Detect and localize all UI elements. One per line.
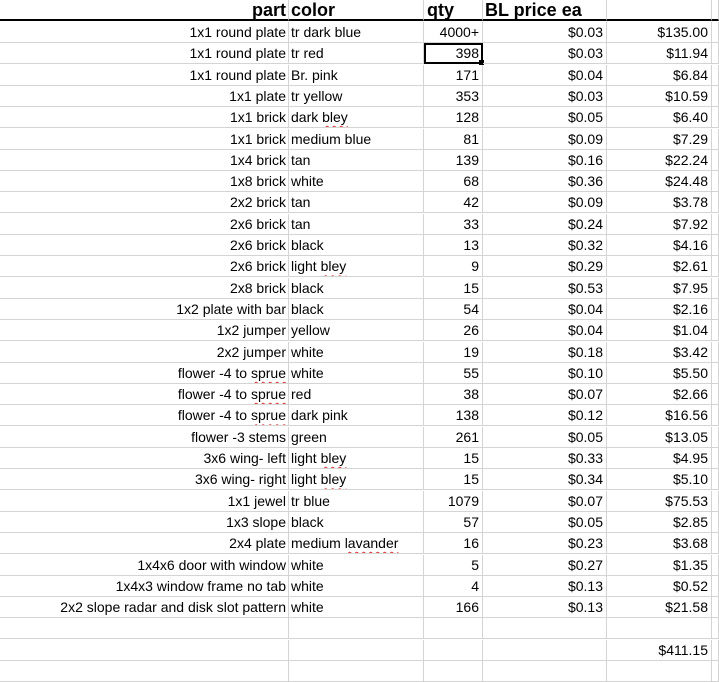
color-cell[interactable]: black bbox=[289, 235, 424, 256]
qty-cell[interactable]: 13 bbox=[424, 235, 483, 256]
price-cell[interactable]: $0.05 bbox=[483, 107, 607, 128]
color-cell[interactable]: tr yellow bbox=[289, 86, 424, 107]
total-cell[interactable]: $2.16 bbox=[607, 299, 712, 320]
price-cell[interactable]: $0.36 bbox=[483, 171, 607, 192]
qty-cell[interactable] bbox=[424, 661, 483, 682]
price-cell[interactable]: $0.05 bbox=[483, 427, 607, 448]
total-cell[interactable]: $3.42 bbox=[607, 342, 712, 363]
part-cell[interactable] bbox=[0, 618, 289, 639]
part-cell[interactable]: 1x4x6 door with window bbox=[0, 555, 289, 576]
part-cell[interactable]: 2x8 brick bbox=[0, 278, 289, 299]
extra-cell[interactable] bbox=[712, 320, 719, 341]
total-cell[interactable]: $3.78 bbox=[607, 192, 712, 213]
qty-cell[interactable]: 19 bbox=[424, 342, 483, 363]
qty-cell[interactable]: 57 bbox=[424, 512, 483, 533]
qty-cell[interactable]: 4000+ bbox=[424, 22, 483, 43]
price-cell[interactable]: $0.03 bbox=[483, 43, 607, 64]
color-cell[interactable]: white bbox=[289, 576, 424, 597]
total-cell[interactable]: $1.04 bbox=[607, 320, 712, 341]
extra-cell[interactable] bbox=[712, 86, 719, 107]
price-cell[interactable]: $0.09 bbox=[483, 192, 607, 213]
part-cell[interactable]: flower -4 to sprue bbox=[0, 405, 289, 426]
color-cell[interactable]: tan bbox=[289, 150, 424, 171]
total-cell[interactable]: $7.29 bbox=[607, 129, 712, 150]
qty-cell[interactable]: 128 bbox=[424, 107, 483, 128]
price-cell[interactable]: $0.07 bbox=[483, 384, 607, 405]
total-cell[interactable]: $2.66 bbox=[607, 384, 712, 405]
total-cell[interactable]: $5.10 bbox=[607, 469, 712, 490]
color-cell[interactable]: green bbox=[289, 427, 424, 448]
total-cell[interactable]: $22.24 bbox=[607, 150, 712, 171]
qty-cell[interactable]: 4 bbox=[424, 576, 483, 597]
color-cell[interactable]: red bbox=[289, 384, 424, 405]
part-cell[interactable]: 1x4 brick bbox=[0, 150, 289, 171]
part-cell[interactable] bbox=[0, 640, 289, 661]
total-cell[interactable]: $13.05 bbox=[607, 427, 712, 448]
part-cell[interactable]: 3x6 wing- right bbox=[0, 469, 289, 490]
color-cell[interactable]: dark bley bbox=[289, 107, 424, 128]
part-cell[interactable]: 1x1 round plate bbox=[0, 43, 289, 64]
total-cell[interactable]: $2.85 bbox=[607, 512, 712, 533]
color-cell[interactable]: light bley bbox=[289, 469, 424, 490]
part-cell[interactable]: 3x6 wing- left bbox=[0, 448, 289, 469]
part-cell[interactable]: 2x6 brick bbox=[0, 235, 289, 256]
color-cell[interactable] bbox=[289, 640, 424, 661]
color-cell[interactable]: light bley bbox=[289, 256, 424, 277]
price-cell[interactable]: $0.16 bbox=[483, 150, 607, 171]
price-cell[interactable]: $0.24 bbox=[483, 214, 607, 235]
spellcheck-flag: lavander bbox=[344, 535, 399, 552]
qty-cell[interactable]: 16 bbox=[424, 533, 483, 554]
price-cell[interactable]: $0.03 bbox=[483, 22, 607, 43]
extra-cell[interactable] bbox=[712, 65, 719, 86]
qty-cell[interactable]: 261 bbox=[424, 427, 483, 448]
extra-cell[interactable] bbox=[712, 469, 719, 490]
extra-cell[interactable] bbox=[712, 618, 719, 639]
extra-cell[interactable] bbox=[712, 192, 719, 213]
part-cell[interactable]: flower -4 to sprue bbox=[0, 384, 289, 405]
extra-cell[interactable] bbox=[712, 129, 719, 150]
price-cell[interactable]: $0.10 bbox=[483, 363, 607, 384]
extra-cell[interactable] bbox=[712, 278, 719, 299]
color-cell[interactable]: black bbox=[289, 512, 424, 533]
total-cell[interactable]: $6.84 bbox=[607, 65, 712, 86]
spellcheck-flag: sprue bbox=[250, 407, 286, 424]
total-cell[interactable]: $2.61 bbox=[607, 256, 712, 277]
price-cell[interactable]: $0.13 bbox=[483, 576, 607, 597]
selected-cell[interactable]: 398 bbox=[424, 43, 483, 64]
spellcheck-flag: bley bbox=[320, 471, 347, 488]
extra-cell[interactable] bbox=[712, 235, 719, 256]
total-cell[interactable]: $1.35 bbox=[607, 555, 712, 576]
price-cell[interactable] bbox=[483, 661, 607, 682]
part-cell[interactable]: 1x1 brick bbox=[0, 107, 289, 128]
part-cell[interactable]: 2x6 brick bbox=[0, 214, 289, 235]
color-cell[interactable]: white bbox=[289, 342, 424, 363]
color-cell[interactable]: black bbox=[289, 299, 424, 320]
header-qty[interactable]: qty bbox=[424, 0, 483, 21]
part-cell[interactable]: 2x2 slope radar and disk slot pattern bbox=[0, 597, 289, 618]
total-cell[interactable]: $11.94 bbox=[607, 43, 712, 64]
color-cell[interactable]: tan bbox=[289, 214, 424, 235]
header-price[interactable]: BL price ea bbox=[483, 0, 607, 21]
color-cell[interactable]: medium blue bbox=[289, 129, 424, 150]
qty-cell[interactable]: 1079 bbox=[424, 491, 483, 512]
extra-cell[interactable] bbox=[712, 384, 719, 405]
extra-cell[interactable] bbox=[712, 256, 719, 277]
price-cell[interactable]: $0.23 bbox=[483, 533, 607, 554]
color-cell[interactable]: tan bbox=[289, 192, 424, 213]
price-cell[interactable]: $0.03 bbox=[483, 86, 607, 107]
total-cell[interactable]: $135.00 bbox=[607, 22, 712, 43]
extra-cell[interactable] bbox=[712, 597, 719, 618]
spellcheck-flag: bley bbox=[322, 109, 348, 126]
part-cell[interactable]: flower -4 to sprue bbox=[0, 363, 289, 384]
extra-cell[interactable] bbox=[712, 150, 719, 171]
price-cell[interactable]: $0.34 bbox=[483, 469, 607, 490]
qty-cell[interactable]: 166 bbox=[424, 597, 483, 618]
header-part[interactable]: part bbox=[0, 0, 289, 21]
total-cell[interactable]: $21.58 bbox=[607, 597, 712, 618]
extra-cell[interactable] bbox=[712, 555, 719, 576]
qty-cell[interactable] bbox=[424, 640, 483, 661]
extra-cell[interactable] bbox=[712, 363, 719, 384]
qty-cell[interactable]: 26 bbox=[424, 320, 483, 341]
total-cell[interactable]: $4.16 bbox=[607, 235, 712, 256]
qty-cell[interactable]: 38 bbox=[424, 384, 483, 405]
extra-cell[interactable] bbox=[712, 661, 719, 682]
qty-cell[interactable]: 353 bbox=[424, 86, 483, 107]
price-cell[interactable]: $0.09 bbox=[483, 129, 607, 150]
qty-cell[interactable]: 171 bbox=[424, 65, 483, 86]
qty-cell[interactable]: 33 bbox=[424, 214, 483, 235]
price-cell[interactable]: $0.04 bbox=[483, 320, 607, 341]
part-cell[interactable]: flower -3 stems bbox=[0, 427, 289, 448]
extra-cell[interactable] bbox=[712, 43, 719, 64]
color-cell[interactable]: black bbox=[289, 278, 424, 299]
spellcheck-flag: sprue bbox=[250, 364, 286, 381]
part-cell[interactable]: 1x3 slope bbox=[0, 512, 289, 533]
total-cell[interactable]: $24.48 bbox=[607, 171, 712, 192]
color-cell[interactable]: Br. pink bbox=[289, 65, 424, 86]
color-cell[interactable]: light bley bbox=[289, 448, 424, 469]
color-cell[interactable]: yellow bbox=[289, 320, 424, 341]
extra-cell[interactable] bbox=[712, 214, 719, 235]
price-cell[interactable]: $0.12 bbox=[483, 405, 607, 426]
extra-cell[interactable] bbox=[712, 22, 719, 43]
color-cell[interactable]: medium lavander bbox=[289, 533, 424, 554]
total-cell[interactable]: $75.53 bbox=[607, 491, 712, 512]
qty-cell[interactable]: 5 bbox=[424, 555, 483, 576]
extra-cell[interactable] bbox=[712, 299, 719, 320]
total-cell[interactable]: $16.56 bbox=[607, 405, 712, 426]
price-cell[interactable]: $0.04 bbox=[483, 65, 607, 86]
qty-cell[interactable]: 68 bbox=[424, 171, 483, 192]
total-cell[interactable]: $7.95 bbox=[607, 278, 712, 299]
qty-cell[interactable]: 139 bbox=[424, 150, 483, 171]
total-cell[interactable]: $411.15 bbox=[607, 640, 712, 661]
color-cell[interactable] bbox=[289, 618, 424, 639]
color-cell[interactable]: white bbox=[289, 171, 424, 192]
qty-cell[interactable] bbox=[424, 618, 483, 639]
price-cell[interactable] bbox=[483, 640, 607, 661]
color-cell[interactable]: tr dark blue bbox=[289, 22, 424, 43]
part-cell[interactable]: 1x1 brick bbox=[0, 129, 289, 150]
part-cell[interactable]: 2x6 brick bbox=[0, 256, 289, 277]
price-cell[interactable]: $0.27 bbox=[483, 555, 607, 576]
color-cell[interactable]: tr red bbox=[289, 43, 424, 64]
part-cell[interactable]: 1x1 round plate bbox=[0, 22, 289, 43]
color-cell[interactable]: white bbox=[289, 363, 424, 384]
qty-cell[interactable]: 54 bbox=[424, 299, 483, 320]
extra-cell[interactable] bbox=[712, 171, 719, 192]
qty-cell[interactable]: 81 bbox=[424, 129, 483, 150]
total-cell[interactable]: $0.52 bbox=[607, 576, 712, 597]
qty-cell[interactable]: 55 bbox=[424, 363, 483, 384]
part-cell[interactable]: 1x2 plate with bar bbox=[0, 299, 289, 320]
color-cell[interactable]: white bbox=[289, 597, 424, 618]
total-cell[interactable] bbox=[607, 618, 712, 639]
price-cell[interactable]: $0.04 bbox=[483, 299, 607, 320]
total-cell[interactable]: $7.92 bbox=[607, 214, 712, 235]
qty-cell[interactable]: 15 bbox=[424, 278, 483, 299]
part-cell[interactable] bbox=[0, 661, 289, 682]
part-cell[interactable]: 1x1 round plate bbox=[0, 65, 289, 86]
qty-cell[interactable]: 9 bbox=[424, 256, 483, 277]
extra-cell[interactable] bbox=[712, 107, 719, 128]
part-cell[interactable]: 2x2 jumper bbox=[0, 342, 289, 363]
qty-cell[interactable]: 42 bbox=[424, 192, 483, 213]
color-cell[interactable]: tr blue bbox=[289, 491, 424, 512]
price-cell[interactable]: $0.53 bbox=[483, 278, 607, 299]
extra-cell[interactable] bbox=[712, 491, 719, 512]
total-cell[interactable] bbox=[607, 661, 712, 682]
extra-cell[interactable] bbox=[712, 342, 719, 363]
price-cell[interactable]: $0.05 bbox=[483, 512, 607, 533]
price-cell[interactable]: $0.33 bbox=[483, 448, 607, 469]
extra-cell[interactable] bbox=[712, 576, 719, 597]
price-cell[interactable]: $0.29 bbox=[483, 256, 607, 277]
part-cell[interactable]: 1x1 jewel bbox=[0, 491, 289, 512]
extra-cell[interactable] bbox=[712, 512, 719, 533]
qty-cell[interactable]: 15 bbox=[424, 469, 483, 490]
price-cell[interactable]: $0.07 bbox=[483, 491, 607, 512]
header-total[interactable] bbox=[607, 0, 712, 21]
extra-cell[interactable] bbox=[712, 405, 719, 426]
price-cell[interactable] bbox=[483, 618, 607, 639]
part-cell[interactable]: 2x4 plate bbox=[0, 533, 289, 554]
part-cell[interactable]: 2x2 brick bbox=[0, 192, 289, 213]
part-cell[interactable]: 1x8 brick bbox=[0, 171, 289, 192]
spellcheck-flag: bley bbox=[320, 450, 347, 466]
price-cell[interactable]: $0.32 bbox=[483, 235, 607, 256]
part-cell[interactable]: 1x4x3 window frame no tab bbox=[0, 576, 289, 597]
header-color[interactable]: color bbox=[289, 0, 424, 21]
header-extra[interactable] bbox=[712, 0, 719, 21]
color-cell[interactable] bbox=[289, 661, 424, 682]
total-cell[interactable]: $6.40 bbox=[607, 107, 712, 128]
extra-cell[interactable] bbox=[712, 427, 719, 448]
total-cell[interactable]: $10.59 bbox=[607, 86, 712, 107]
extra-cell[interactable] bbox=[712, 640, 719, 661]
qty-cell[interactable]: 138 bbox=[424, 405, 483, 426]
spellcheck-flag: bley bbox=[320, 258, 347, 275]
extra-cell[interactable] bbox=[712, 533, 719, 554]
price-cell[interactable]: $0.18 bbox=[483, 342, 607, 363]
part-cell[interactable]: 1x2 jumper bbox=[0, 320, 289, 341]
color-cell[interactable]: dark pink bbox=[289, 405, 424, 426]
spellcheck-flag: sprue bbox=[250, 386, 286, 403]
extra-cell[interactable] bbox=[712, 448, 719, 469]
total-cell[interactable]: $3.68 bbox=[607, 533, 712, 554]
price-cell[interactable]: $0.13 bbox=[483, 597, 607, 618]
qty-cell[interactable]: 15 bbox=[424, 448, 483, 469]
total-cell[interactable]: $4.95 bbox=[607, 448, 712, 469]
part-cell[interactable]: 1x1 plate bbox=[0, 86, 289, 107]
total-cell[interactable]: $5.50 bbox=[607, 363, 712, 384]
color-cell[interactable]: white bbox=[289, 555, 424, 576]
